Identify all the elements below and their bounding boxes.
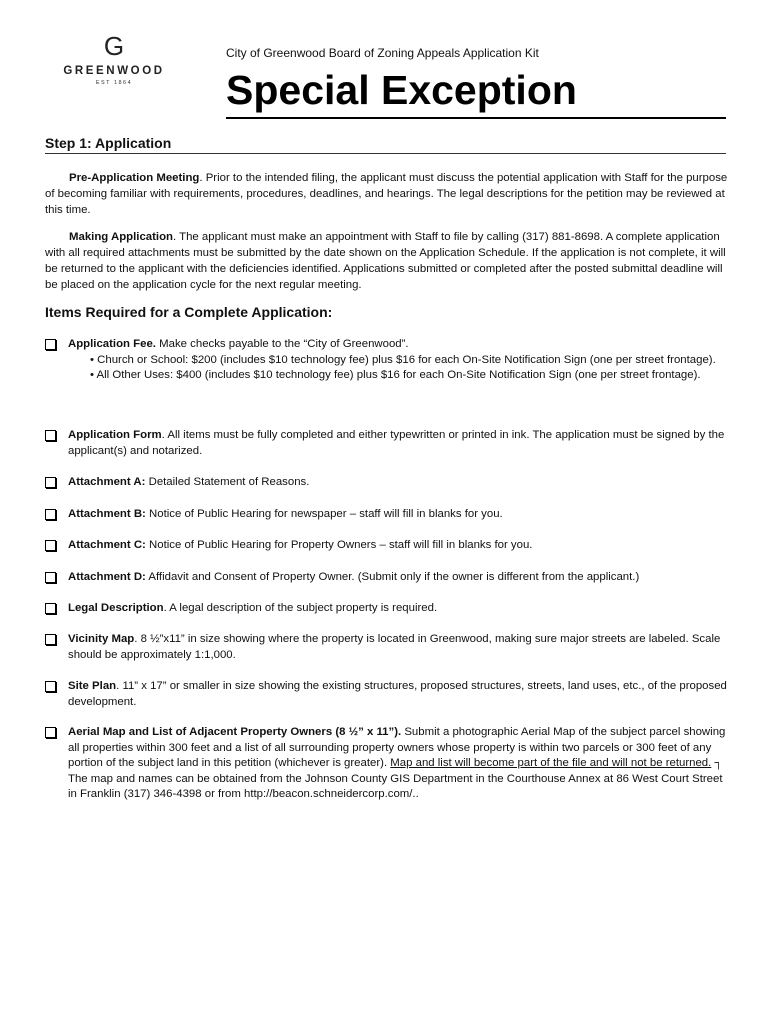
checkbox-icon[interactable] bbox=[45, 681, 56, 692]
page-title: Special Exception bbox=[226, 67, 577, 113]
site-label: Site Plan bbox=[68, 680, 117, 692]
legal-text: . A legal description of the subject property is required. bbox=[163, 602, 438, 614]
checkbox-icon[interactable] bbox=[45, 477, 56, 488]
checkbox-icon[interactable] bbox=[45, 509, 56, 520]
logo-wordmark: GREENWOOD bbox=[63, 65, 165, 77]
form-text: . All items must be fully completed and either typewritten or printed in ink. The application must be signed by the applicant(s) and notarized. bbox=[68, 429, 725, 457]
vicinity-text: . 8 ½”x11” in size showing where the property is located in Greenwood, making sure major streets are labeled. Scale should be approximately 1:1,000. bbox=[68, 633, 721, 661]
fee-other: • All Other Uses: $400 (includes $10 technology fee) plus $16 for each On-Site Notification Sign (one per street frontage). bbox=[90, 369, 701, 381]
aerial-underlined-note: Map and list will become part of the file and will not be returned. bbox=[390, 757, 712, 769]
att-d-text: Affidavit and Consent of Property Owner. (Submit only if the owner is different from the applicant.) bbox=[145, 571, 640, 583]
items-heading: Items Required for a Complete Application: bbox=[45, 304, 333, 320]
logo-g-mark: G bbox=[103, 31, 125, 61]
checkbox-icon[interactable] bbox=[45, 603, 56, 614]
pre-application-label: Pre-Application Meeting bbox=[69, 172, 200, 184]
step1-divider bbox=[45, 153, 726, 154]
item-legal-description bbox=[45, 601, 730, 617]
step1-heading: Step 1: Application bbox=[45, 135, 172, 151]
item-application-fee bbox=[45, 337, 730, 384]
title-divider bbox=[226, 117, 726, 119]
pre-application-text: . Prior to the intended filing, the applicant must discuss the potential application with Staff for the purpose of becoming familiar with requirements, procedures, deadlines, and hearings. The legal descriptions for the petition may be reviewed at this time. bbox=[45, 172, 728, 216]
att-a-text: Detailed Statement of Reasons. bbox=[145, 476, 310, 488]
fee-text: Make checks payable to the “City of Greenwood”. bbox=[155, 338, 409, 350]
making-application-text: . The applicant must make an appointment with Staff to file by calling (317) 881-8698. A complete application with all required attachments must be submitted by the date shown on the Application Schedule. If the application is not complete, it will be returned to the applicant with the deficiencies identified. Applications submitted or completed after the posted submittal deadline will be placed on the application cycle for the next regular meeting. bbox=[45, 231, 726, 291]
checkbox-icon[interactable] bbox=[45, 727, 56, 738]
fee-church: • Church or School: $200 (includes $10 technology fee) plus $16 for each On-Site Notification Sign (one per street frontage). bbox=[90, 353, 716, 366]
item-site-plan bbox=[45, 679, 730, 710]
kit-title: City of Greenwood Board of Zoning Appeals Application Kit bbox=[226, 46, 539, 60]
item-attachment-d bbox=[45, 570, 730, 586]
item-aerial-map bbox=[45, 725, 730, 803]
att-d-label: Attachment D: bbox=[68, 571, 146, 583]
item-attachment-b bbox=[45, 507, 730, 523]
site-text: . 11” x 17” or smaller in size showing the existing structures, proposed structures, streets, land uses, etc., of the proposed development. bbox=[68, 680, 727, 708]
aerial-label: Aerial Map and List of Adjacent Property Owners (8 ½” x 11”). bbox=[68, 726, 402, 738]
item-attachment-c bbox=[45, 538, 730, 554]
checkbox-icon[interactable] bbox=[45, 339, 56, 350]
making-application-label: Making Application bbox=[69, 231, 173, 243]
item-attachment-a bbox=[45, 475, 730, 491]
checkbox-icon[interactable] bbox=[45, 634, 56, 645]
att-b-label: Attachment B: bbox=[68, 508, 146, 520]
fee-label: Application Fee. bbox=[68, 338, 156, 350]
att-c-text: Notice of Public Hearing for Property Owners – staff will fill in blanks for you. bbox=[145, 539, 533, 551]
making-application-paragraph bbox=[45, 229, 730, 293]
checkbox-icon[interactable] bbox=[45, 572, 56, 583]
vicinity-label: Vicinity Map bbox=[68, 633, 135, 645]
item-application-form bbox=[45, 428, 730, 459]
form-label: Application Form bbox=[68, 429, 162, 441]
att-a-label: Attachment A: bbox=[68, 476, 146, 488]
legal-label: Legal Description bbox=[68, 602, 164, 614]
pre-application-paragraph bbox=[45, 170, 730, 218]
logo-est: EST 1864 bbox=[95, 80, 133, 86]
aerial-text: Submit a photographic Aerial Map of the subject parcel showing all properties within 300 feet and a list of all surrounding property owners whose property is within two parcels or 300 feet of any portion of the subject land in this petition (whichever is greater). bbox=[68, 726, 726, 769]
att-b-text: Notice of Public Hearing for newspaper – staff will fill in blanks for you. bbox=[145, 508, 503, 520]
item-vicinity-map bbox=[45, 632, 730, 663]
checkbox-icon[interactable] bbox=[45, 540, 56, 551]
aerial-text-2: The map and names can be obtained from the Johnson County GIS Department in the Courthouse Annex at 86 West Court Street in Franklin (317) 346-4398 or from http://beacon.schneidercorp.com/.. bbox=[68, 772, 723, 800]
aerial-mark: ┐ bbox=[711, 757, 723, 769]
checkbox-icon[interactable] bbox=[45, 430, 56, 441]
att-c-label: Attachment C: bbox=[68, 539, 146, 551]
greenwood-logo bbox=[52, 33, 176, 86]
